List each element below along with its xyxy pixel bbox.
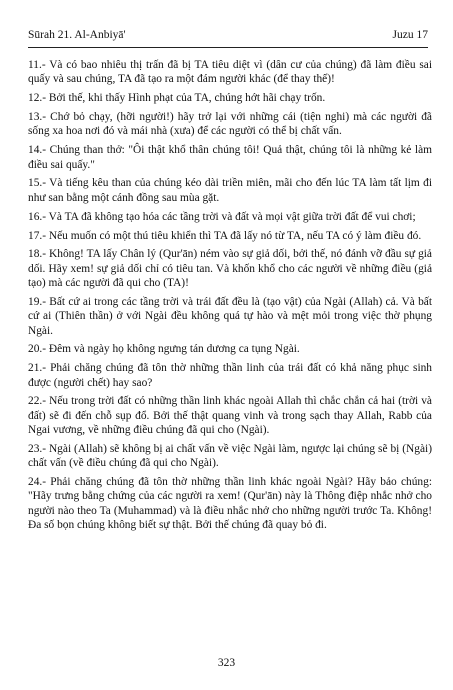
verse-list	[28, 58, 432, 537]
juzu-label: Juzu 17	[392, 29, 428, 41]
verse-15: 15.- Và tiếng kêu than của chúng kéo dài triền miên, mãi cho đến lúc TA làm tất lịm đi như san bằng một cánh đồng sau mùa gặt.	[28, 177, 432, 204]
verse-18: 18.- Không! TA lấy Chân lý (Qur'ān) ném vào sự giả dối, bởi thế, nó đánh vỡ đầu sự giả dối. Hãy xem! sự giả dối chỉ có tiêu tan. Và khốn khổ cho các người về những điều (giả tạo) mà các người đã qui cho (TA)!	[28, 248, 432, 290]
verse-23: 23.- Ngài (Allah) sẽ không bị ai chất vấn về việc Ngài làm, ngược lại chúng sẽ bị (Ngài) chất vấn (về điều chúng đã qui cho Ngài).	[28, 442, 432, 470]
page-header	[28, 26, 428, 44]
verse-13: 13.- Chớ bỏ chạy, (hỡi người!) hãy trở lại với những cái (tiện nghi) mà các người đã sống xa hoa nơi đó và mái nhà (xưa) để các người có thể bị chất vấn.	[28, 111, 432, 138]
verse-11: 11.- Và có bao nhiêu thị trấn đã bị TA tiêu diệt vì (dân cư của chúng) đã làm điều sai quấy và sau chúng, TA đã tạo ra một đám người khác (để thay thế)!	[28, 59, 432, 86]
verse-21: 21.- Phải chăng chúng đã tôn thờ những thần linh của trái đất có khả năng phục sinh được (người chết) hay sao?	[28, 362, 432, 389]
verse-17: 17.- Nếu muốn có một thú tiêu khiển thì TA đã lấy nó từ TA, nếu TA có ý làm điều đó.	[28, 229, 422, 242]
verse-16: 16.- Và TA đã không tạo hóa các tầng trời và đất và mọi vật giữa trời đất để vui chơi;	[28, 210, 416, 223]
verse-14: 14.- Chúng than thở: "Ôi thật khổ thân chúng tôi! Quả thật, chúng tôi là những kẻ làm điều sai quấy."	[28, 144, 432, 171]
surah-title: Sūrah 21. Al-Anbiyā'	[28, 29, 126, 41]
verse-24: 24.- Phải chăng chúng đã tôn thờ những thần linh khác ngoài Ngài? Hãy bảo chúng: "Hãy trưng bằng chứng của các người ra xem! (Qur'ān) này là Thông điệp nhắc nhở cho người nào theo Ta (Muhammad) và là điều nhắc nhở cho những người trước Ta. Không! Đa số bọn chúng không biết sự thật. Bởi thế chúng đã quay bỏ đi.	[28, 476, 432, 532]
verse-19: 19.- Bất cứ ai trong các tầng trời và trái đất đều là (tạo vật) của Ngài (Allah) cả. Và bất cứ ai (Thiên thần) ở với Ngài đều không quá tự hào và mệt mỏi trong việc thờ phụng Ngài.	[28, 295, 432, 337]
page-number: 323	[217, 657, 236, 669]
verse-12: 12.- Bởi thế, khi thấy Hình phạt của TA, chúng hớt hãi chạy trốn.	[28, 92, 326, 105]
header-rule	[28, 47, 428, 48]
verse-20: 20.- Đêm và ngày họ không ngưng tán dương ca tụng Ngài.	[28, 343, 300, 356]
verse-22: 22.- Nếu trong trời đất có những thần linh khác ngoài Allah thì chắc chắn cả hai (trời và đất) sẽ đi đến chỗ sụp đổ. Bởi thế thật quang vinh và trong sạch thay Allah, Rabb của Ngai vương, về những điều chúng đã qui cho (Ngài).	[28, 395, 432, 437]
